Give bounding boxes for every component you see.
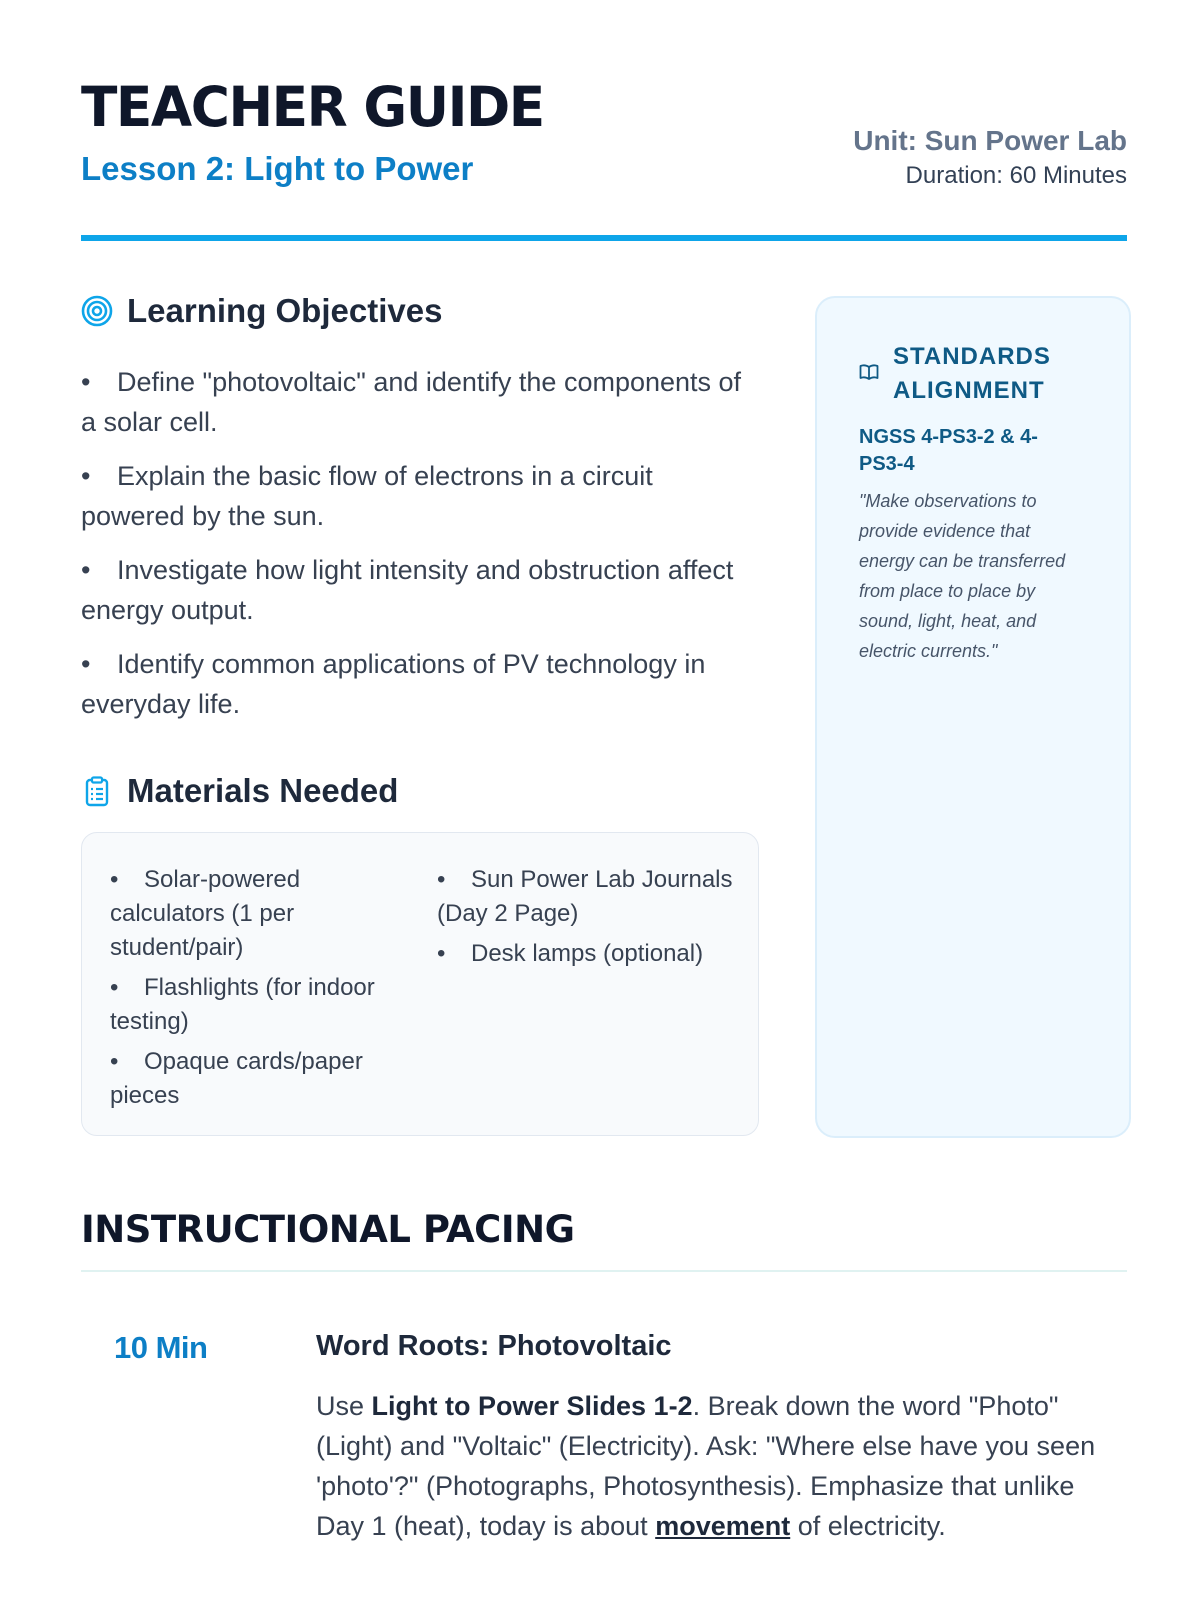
objectives-heading (81, 292, 442, 330)
standards-code: NGSS 4-PS3-2 & 4-PS3-4 (859, 426, 1038, 475)
list-item: • Sun Power Lab Journals (Day 2 Page) (437, 863, 737, 931)
list-item: • Identify common applications of PV technology in everyday life. (81, 644, 761, 724)
emphasis-text: movement (655, 1511, 791, 1541)
pacing-divider (81, 1270, 1127, 1272)
page-title: TEACHER GUIDE (81, 75, 544, 139)
list-item: • Desk lamps (optional) (437, 937, 737, 971)
body-text: Use (316, 1391, 372, 1421)
lesson-subtitle: Lesson 2: Light to Power (81, 150, 474, 187)
standards-card (815, 296, 1131, 1138)
pacing-title: INSTRUCTIONAL PACING (81, 1208, 575, 1251)
unit-info (853, 124, 1127, 190)
list-item: • Opaque cards/paper pieces (110, 1045, 410, 1113)
standards-quote: "Make observations to provide evidence that energy can be transferred from place to place by sound, light, heat, and electric currents." (859, 491, 1066, 661)
unit-label: Unit: Sun Power Lab (853, 125, 1127, 156)
materials-title: Materials Needed (127, 772, 399, 809)
header-divider (81, 235, 1127, 241)
pacing-time: 10 Min (114, 1330, 208, 1365)
pacing-step-title: Word Roots: Photovoltaic (316, 1330, 672, 1362)
list-item: • Define "photovoltaic" and identify the components of a solar cell. (81, 362, 761, 442)
slides-reference: Light to Power Slides 1-2 (371, 1391, 693, 1421)
pacing-step-body (316, 1386, 1116, 1546)
materials-column-1 (110, 863, 410, 1119)
standards-heading (859, 340, 1073, 408)
teacher-guide-page (81, 0, 1127, 1600)
objectives-title: Learning Objectives (127, 292, 443, 329)
book-icon (859, 363, 879, 386)
list-item: • Investigate how light intensity and obstruction affect energy output. (81, 550, 761, 630)
list-item: • Flashlights (for indoor testing) (110, 971, 410, 1039)
list-item: • Solar-powered calculators (1 per student/pair) (110, 863, 410, 965)
target-icon (81, 295, 113, 327)
body-text: of electricity. (790, 1511, 946, 1541)
clipboard-icon (81, 775, 113, 807)
objectives-list (81, 362, 761, 738)
body-text: . Break down the word "Photo" (Light) and "Voltaic" (Electricity). Ask: "Where else have you seen 'photo'?" (Photographs, Photosynthesis). Emphasize that unlike Day 1 (heat), today is about (316, 1391, 1096, 1541)
standards-title: STANDARDS ALIGNMENT (893, 343, 1051, 404)
list-item: • Explain the basic flow of electrons in a circuit powered by the sun. (81, 456, 761, 536)
materials-box (81, 832, 759, 1136)
materials-heading (81, 772, 398, 810)
duration-label: Duration: 60 Minutes (905, 162, 1127, 189)
materials-column-2 (437, 863, 737, 977)
